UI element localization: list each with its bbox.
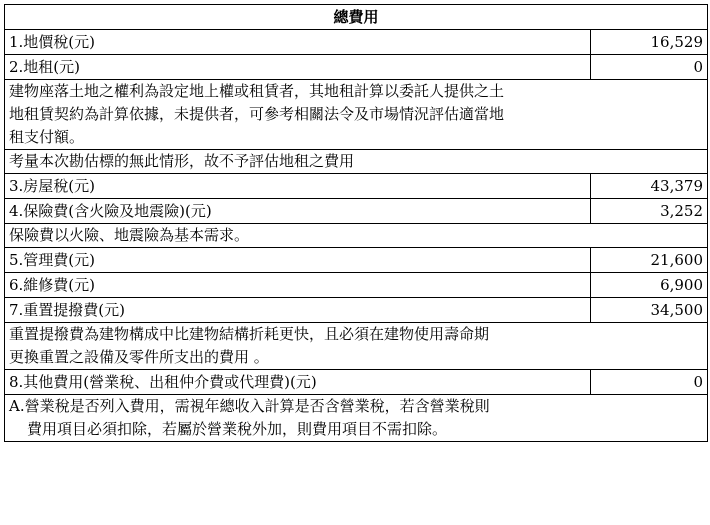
- row-value: 6,900: [591, 273, 708, 298]
- table-row-insurance: [5, 199, 708, 224]
- row-label: 5.管理費(元): [5, 248, 591, 273]
- table-row-land-rent: [5, 55, 708, 80]
- row-value: 21,600: [591, 248, 708, 273]
- table-row-maintenance-fee: [5, 273, 708, 298]
- replacement-note-line: 重置提撥費為建物構成中比建物結構折耗更快，且必須在建物使用壽命期: [5, 323, 708, 347]
- row-label: 8.其他費用(營業稅、出租仲介費或代理費)(元): [5, 370, 591, 395]
- row-label: 2.地租(元): [5, 55, 591, 80]
- table-row-replacement-reserve: [5, 298, 708, 323]
- row-label: 3.房屋稅(元): [5, 174, 591, 199]
- table-title: 總費用: [5, 5, 708, 30]
- row-value: 0: [591, 370, 708, 395]
- note-row: [5, 224, 708, 248]
- note-row: [5, 395, 708, 419]
- row-label: 6.維修費(元): [5, 273, 591, 298]
- row-value: 16,529: [591, 30, 708, 55]
- table-row-land-value-tax: [5, 30, 708, 55]
- land-rent-note-line: 地租賃契約為計算依據，未提供者，可參考相關法令及市場情況評估適當地: [5, 103, 708, 126]
- note-row: [5, 150, 708, 174]
- note-row: [5, 80, 708, 104]
- other-fees-note-line: 費用項目必須扣除，若屬於營業稅外加，則費用項目不需扣除。: [5, 418, 708, 442]
- note-row: [5, 103, 708, 126]
- insurance-note: 保險費以火險、地震險為基本需求。: [5, 224, 708, 248]
- note-row: [5, 323, 708, 347]
- row-value: 3,252: [591, 199, 708, 224]
- replacement-note-line: 更換重置之設備及零件所支出的費用 。: [5, 346, 708, 370]
- other-fees-note-line: A.營業稅是否列入費用，需視年總收入計算是否含營業稅，若含營業稅則: [5, 395, 708, 419]
- table-row-house-tax: [5, 174, 708, 199]
- row-label: 4.保險費(含火險及地震險)(元): [5, 199, 591, 224]
- land-rent-note-line: 租支付額。: [5, 126, 708, 150]
- row-value: 34,500: [591, 298, 708, 323]
- note-row: [5, 126, 708, 150]
- note-row: [5, 418, 708, 442]
- table-row-management-fee: [5, 248, 708, 273]
- note-row: [5, 346, 708, 370]
- row-label: 7.重置提撥費(元): [5, 298, 591, 323]
- row-value: 43,379: [591, 174, 708, 199]
- title-row: [5, 5, 708, 30]
- row-label: 1.地價稅(元): [5, 30, 591, 55]
- total-expenses-table: [4, 4, 708, 442]
- row-value: 0: [591, 55, 708, 80]
- land-rent-note-line: 建物座落土地之權利為設定地上權或租賃者，其地租計算以委託人提供之土: [5, 80, 708, 104]
- table-row-other-fees: [5, 370, 708, 395]
- land-rent-conclusion: 考量本次勘估標的無此情形，故不予評估地租之費用: [5, 150, 708, 174]
